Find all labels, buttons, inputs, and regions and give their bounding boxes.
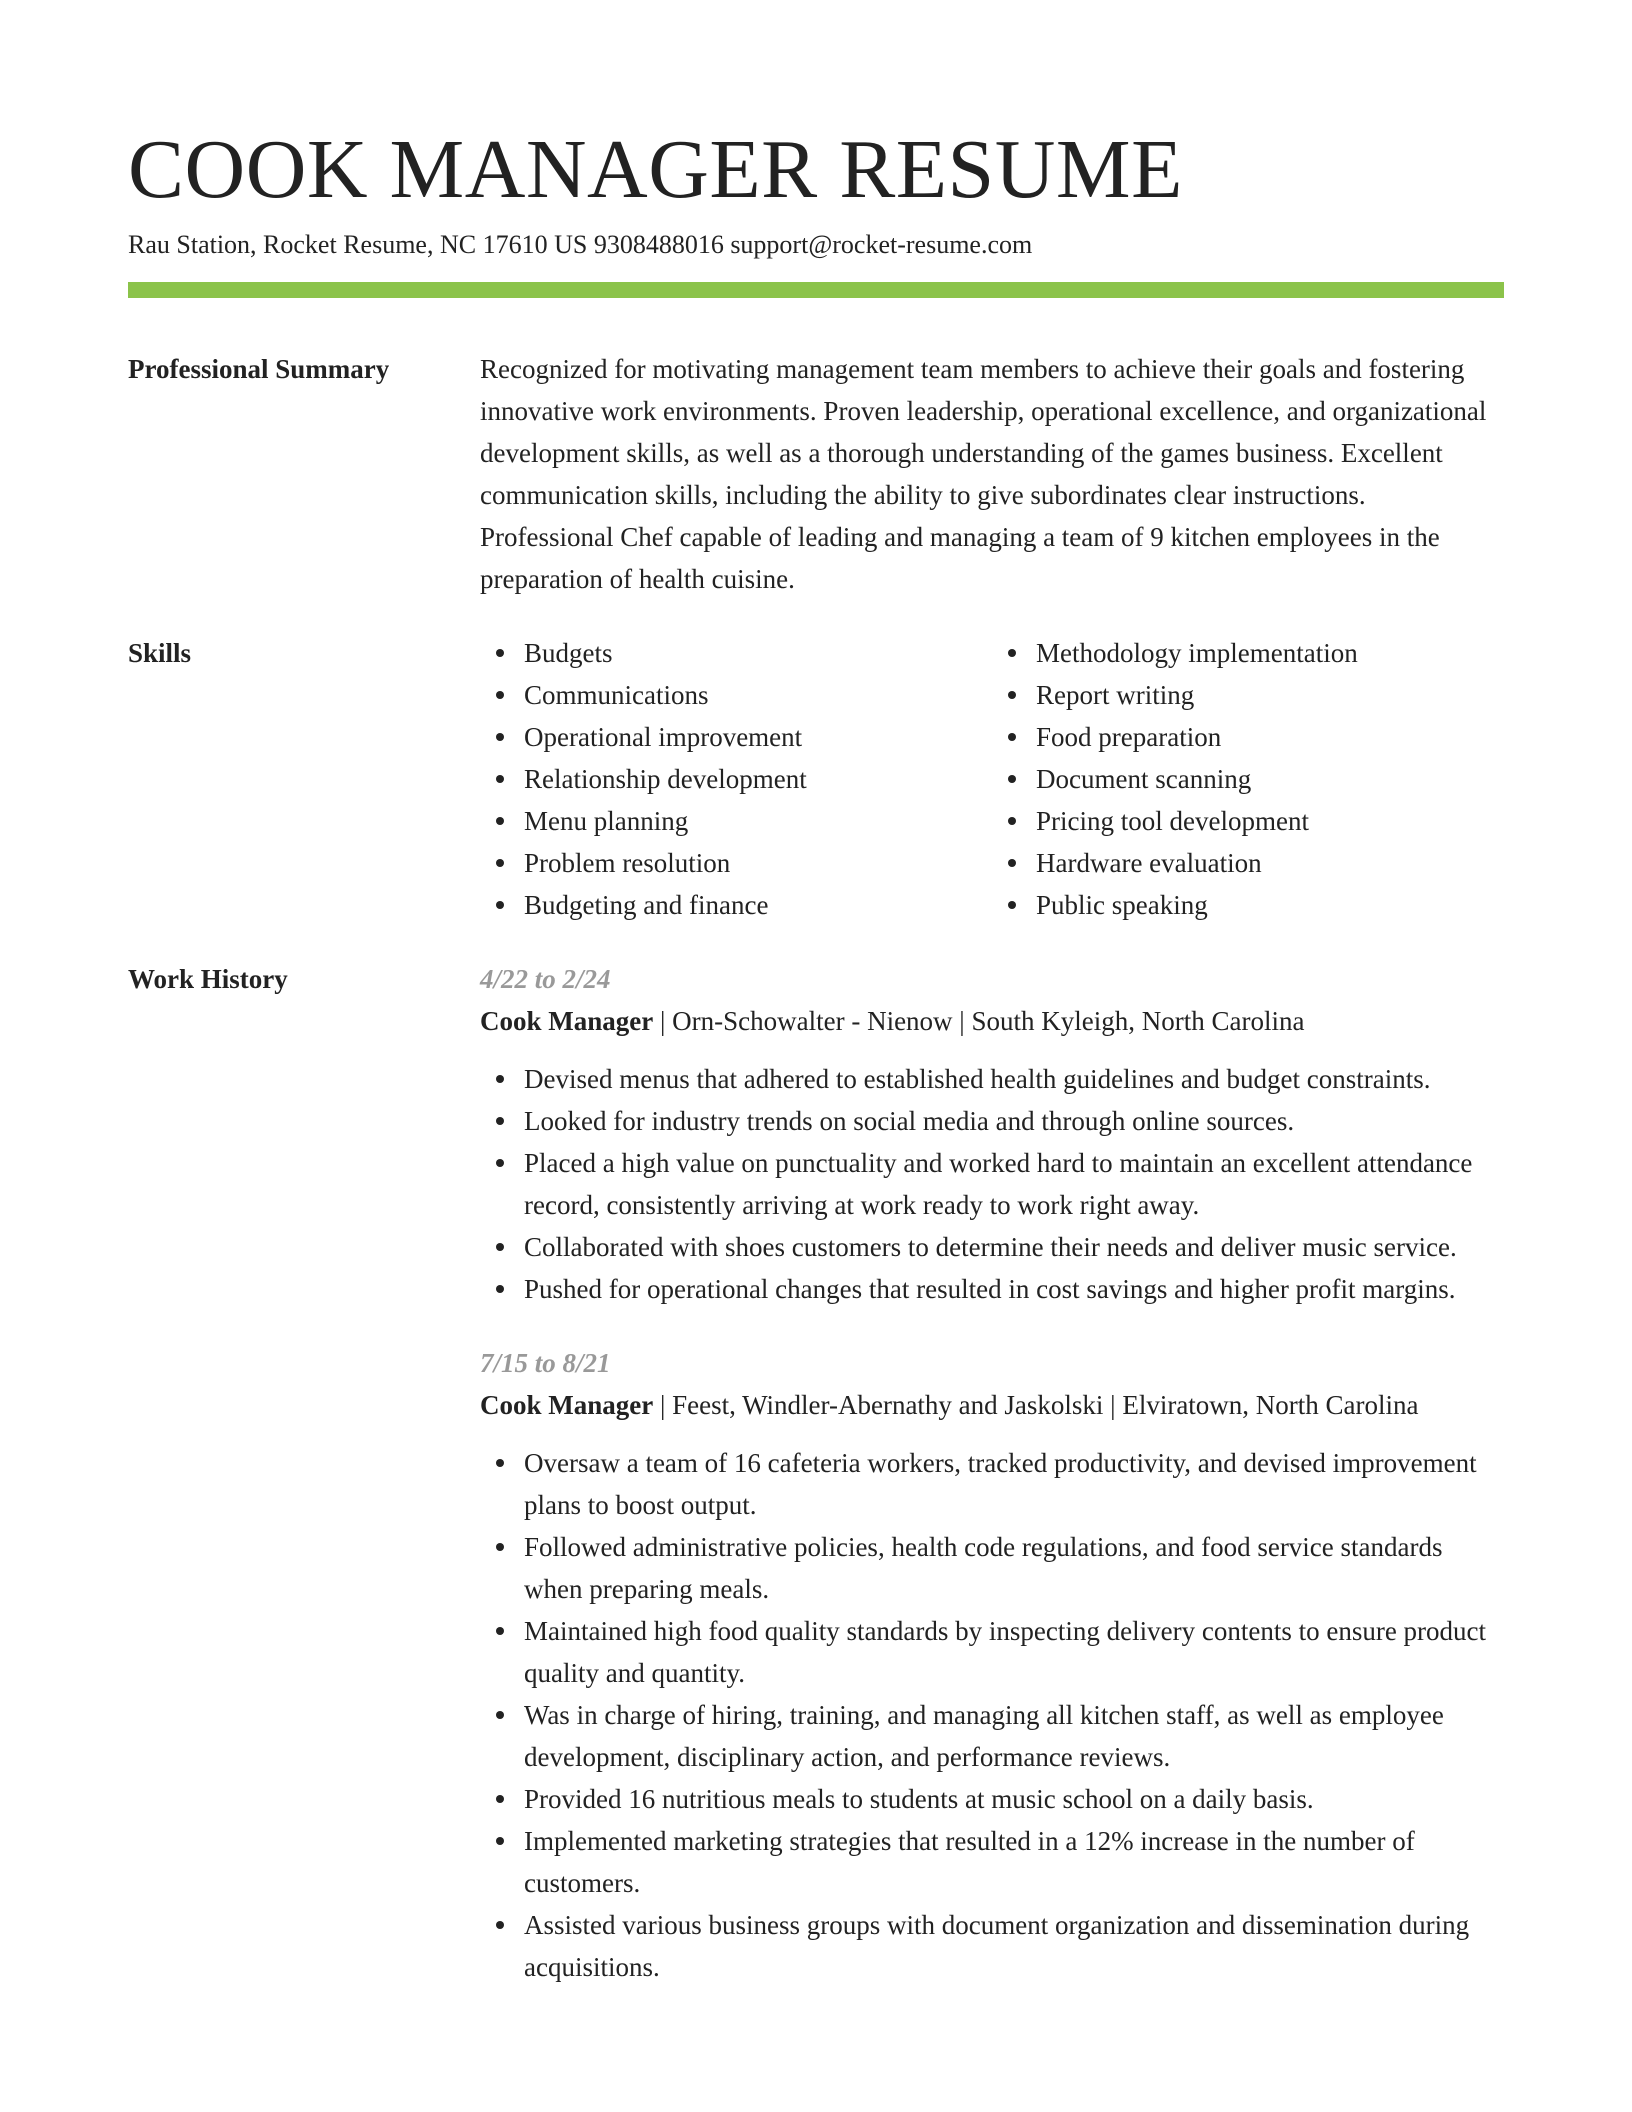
duty-item: Followed administrative policies, health code regulations, and food service standards when preparing meals. [524,1526,1504,1610]
job-dates: 4/22 to 2/24 [480,964,611,994]
job-dates: 7/15 to 8/21 [480,1348,611,1378]
duty-item: Oversaw a team of 16 cafeteria workers, tracked productivity, and devised improvement plans to boost output. [524,1442,1504,1526]
summary-text: Recognized for motivating management team members to achieve their goals and fostering innovative work environments. Proven leadership, operational excellence, and organizational development skills, as well as a thorough understanding of the games business. Excellent communication skills, including the ability to give subordinates clear instructions. Professional Chef capable of leading and managing a team of 9 kitchen employees in the preparation of health cuisine. [480,354,1487,594]
section-heading-skills: Skills [128,638,192,668]
skill-item: Document scanning [1036,758,1504,800]
header-divider [128,282,1504,298]
section-heading-summary: Professional Summary [128,354,390,384]
resume-title: COOK MANAGER RESUME [128,123,1183,216]
skill-item: Menu planning [524,800,992,842]
skill-item: Operational improvement [524,716,992,758]
duty-item: Was in charge of hiring, training, and managing all kitchen staff, as well as employee development, disciplinary action, and performance reviews. [524,1694,1504,1778]
skill-item: Report writing [1036,674,1504,716]
duty-item: Assisted various business groups with document organization and dissemination during acquisitions. [524,1904,1504,1988]
duty-item: Implemented marketing strategies that resulted in a 12% increase in the number of customers. [524,1820,1504,1904]
duty-item: Collaborated with shoes customers to determine their needs and deliver music service. [524,1226,1504,1268]
duty-item: Pushed for operational changes that resulted in cost savings and higher profit margins. [524,1268,1504,1310]
job-role: Cook Manager [480,1390,654,1420]
work-history-list [480,958,1504,1988]
section-heading-work-history: Work History [128,964,288,994]
duty-item: Placed a high value on punctuality and worked hard to maintain an excellent attendance record, consistently arriving at work ready to work right away. [524,1142,1504,1226]
job-employer-location: | Orn-Schowalter - Nienow | South Kyleigh, North Carolina [653,1006,1305,1036]
duty-item: Provided 16 nutritious meals to students at music school on a daily basis. [524,1778,1504,1820]
resume-page [128,120,1504,1988]
job-title-line [480,1384,1504,1426]
skill-item: Pricing tool development [1036,800,1504,842]
job-employer-location: | Feest, Windler-Abernathy and Jaskolski | Elviratown, North Carolina [653,1390,1419,1420]
skill-item: Budgeting and finance [524,884,992,926]
skill-item: Food preparation [1036,716,1504,758]
duty-item: Devised menus that adhered to established health guidelines and budget constraints. [524,1058,1504,1100]
job-entry [480,1342,1504,1988]
skills-section [128,632,1504,926]
job-title-line [480,1000,1504,1042]
skill-item: Hardware evaluation [1036,842,1504,884]
job-role: Cook Manager [480,1006,654,1036]
skill-item: Relationship development [524,758,992,800]
skill-item: Budgets [524,632,992,674]
job-entry [480,958,1504,1310]
skills-grid [480,632,1504,926]
skill-item: Problem resolution [524,842,992,884]
skill-item: Communications [524,674,992,716]
job-duties [480,1442,1504,1988]
skills-column-right [992,632,1504,926]
skill-item: Methodology implementation [1036,632,1504,674]
duty-item: Looked for industry trends on social media and through online sources. [524,1100,1504,1142]
skill-item: Public speaking [1036,884,1504,926]
contact-info: Rau Station, Rocket Resume, NC 17610 US 9308488016 support@rocket-resume.com [128,230,1033,259]
duty-item: Maintained high food quality standards by inspecting delivery contents to ensure product quality and quantity. [524,1610,1504,1694]
job-duties [480,1058,1504,1310]
work-history-section [128,958,1504,1988]
professional-summary-section [128,348,1504,600]
skills-column-left [480,632,992,926]
